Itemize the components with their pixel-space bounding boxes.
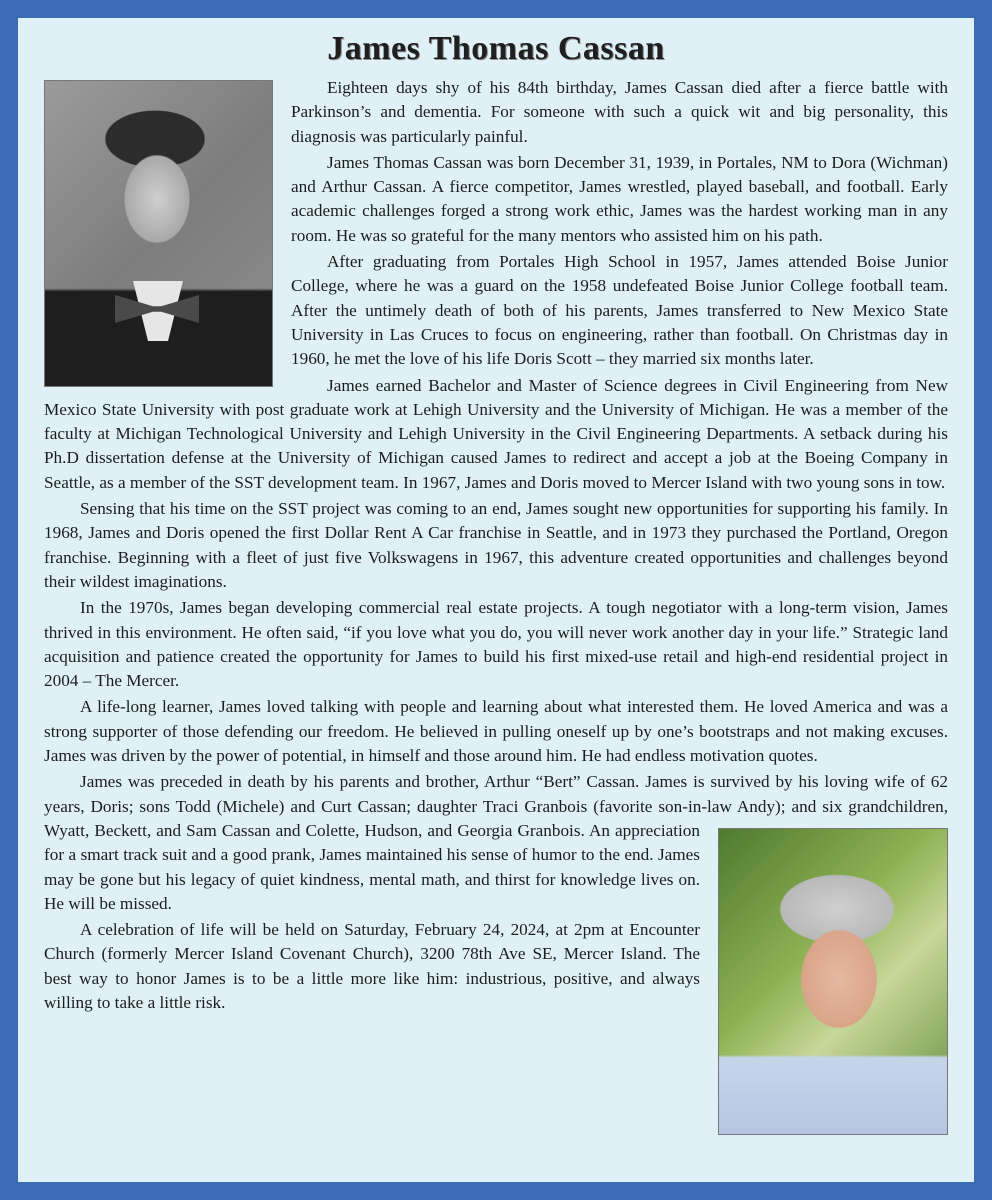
paragraph-8: James was preceded in death by his parents and brother, Arthur “Bert” Cassan. James is survived by his loving wife of 62 years, Doris; sons Todd (Michele) and Curt Cassan; daughter Traci Granbois (favorite son-in-law Andy); and six grandchildren, Wyatt, Beckett, and Sam Cassan and Colette, Hudson, and Georgia Granbois. An appreciation for a smart track suit and a good prank, James maintained his sense of humor to the end. James may be gone but his legacy of quiet kindness, mental math, and thirst for knowledge lives on. He will be missed.: [44, 772, 948, 913]
obituary-title: James Thomas Cassan: [327, 30, 665, 67]
obituary-card: [18, 18, 974, 1182]
paragraph-1: Eighteen days shy of his 84th birthday, James Cassan died after a fierce battle with Parkinson’s and dementia. For someone with such a quick wit and big personality, this diagnosis was particularly painful.: [291, 78, 948, 146]
portrait-recent-photo: [718, 828, 948, 1135]
paragraph-5: Sensing that his time on the SST project was coming to an end, James sought new opportunities for supporting his family. In 1968, James and Doris opened the first Dollar Rent A Car franchise in Seattle, and in 1973 they purchased the Portland, Oregon franchise. Beginning with a fleet of just five Volkswagens in 1967, this adventure created opportunities and challenges beyond their wildest imaginations.: [44, 499, 948, 591]
portrait-young-photo: [44, 80, 273, 387]
paragraph-7: A life-long learner, James loved talking with people and learning about what interested them. He loved America and was a strong supporter of those defending our freedom. He believed in pulling oneself up by one’s bootstraps and not making excuses. James was driven by the power of potential, in himself and those around him. He had endless motivation quotes.: [44, 697, 948, 766]
paragraph-2: James Thomas Cassan was born December 31, 1939, in Portales, NM to Dora (Wichman) and Arthur Cassan. A fierce competitor, James wrestled, played baseball, and football. Early academic challenges forged a strong work ethic, James was the hardest working man in any room. He was so grateful for the many mentors who assisted him on his path.: [291, 152, 948, 245]
paragraph-6: In the 1970s, James began developing commercial real estate projects. A tough negotiator with a long-term vision, James thrived in this environment. He often said, “if you love what you do, you will never work another day in your life.” Strategic land acquisition and patience created the opportunity for James to build his first mixed-use retail and high-end residential project in 2004 – The Mercer.: [44, 598, 948, 691]
obituary-body: [44, 76, 948, 1015]
paragraph-3: After graduating from Portales High School in 1957, James attended Boise Junior College, where he was a guard on the 1958 undefeated Boise Junior College football team. After the untimely death of both of his parents, James transferred to New Mexico State University in Las Cruces to focus on engineering, rather than football. On Christmas day in 1960, he met the love of his life Doris Scott – they married six months later.: [291, 252, 948, 369]
paragraph-4: James earned Bachelor and Master of Science degrees in Civil Engineering from New Mexico State University with post graduate work at Lehigh University and the University of Michigan. He was a member of the faculty at Michigan Technological University and Lehigh University in the Civil Engineering Departments. A setback during his Ph.D dissertation defense at the University of Michigan caused James to redirect and accept a job at the Boeing Company in Seattle, as a member of the SST development team. In 1967, James and Doris moved to Mercer Island with two young sons in tow.: [44, 375, 948, 492]
paragraph-9: A celebration of life will be held on Saturday, February 24, 2024, at 2pm at Encounter Church (formerly Mercer Island Covenant Church), 3200 78th Ave SE, Mercer Island. The best way to honor James is to be a little more like him: industrious, positive, and always willing to take a little risk.: [44, 920, 700, 1012]
